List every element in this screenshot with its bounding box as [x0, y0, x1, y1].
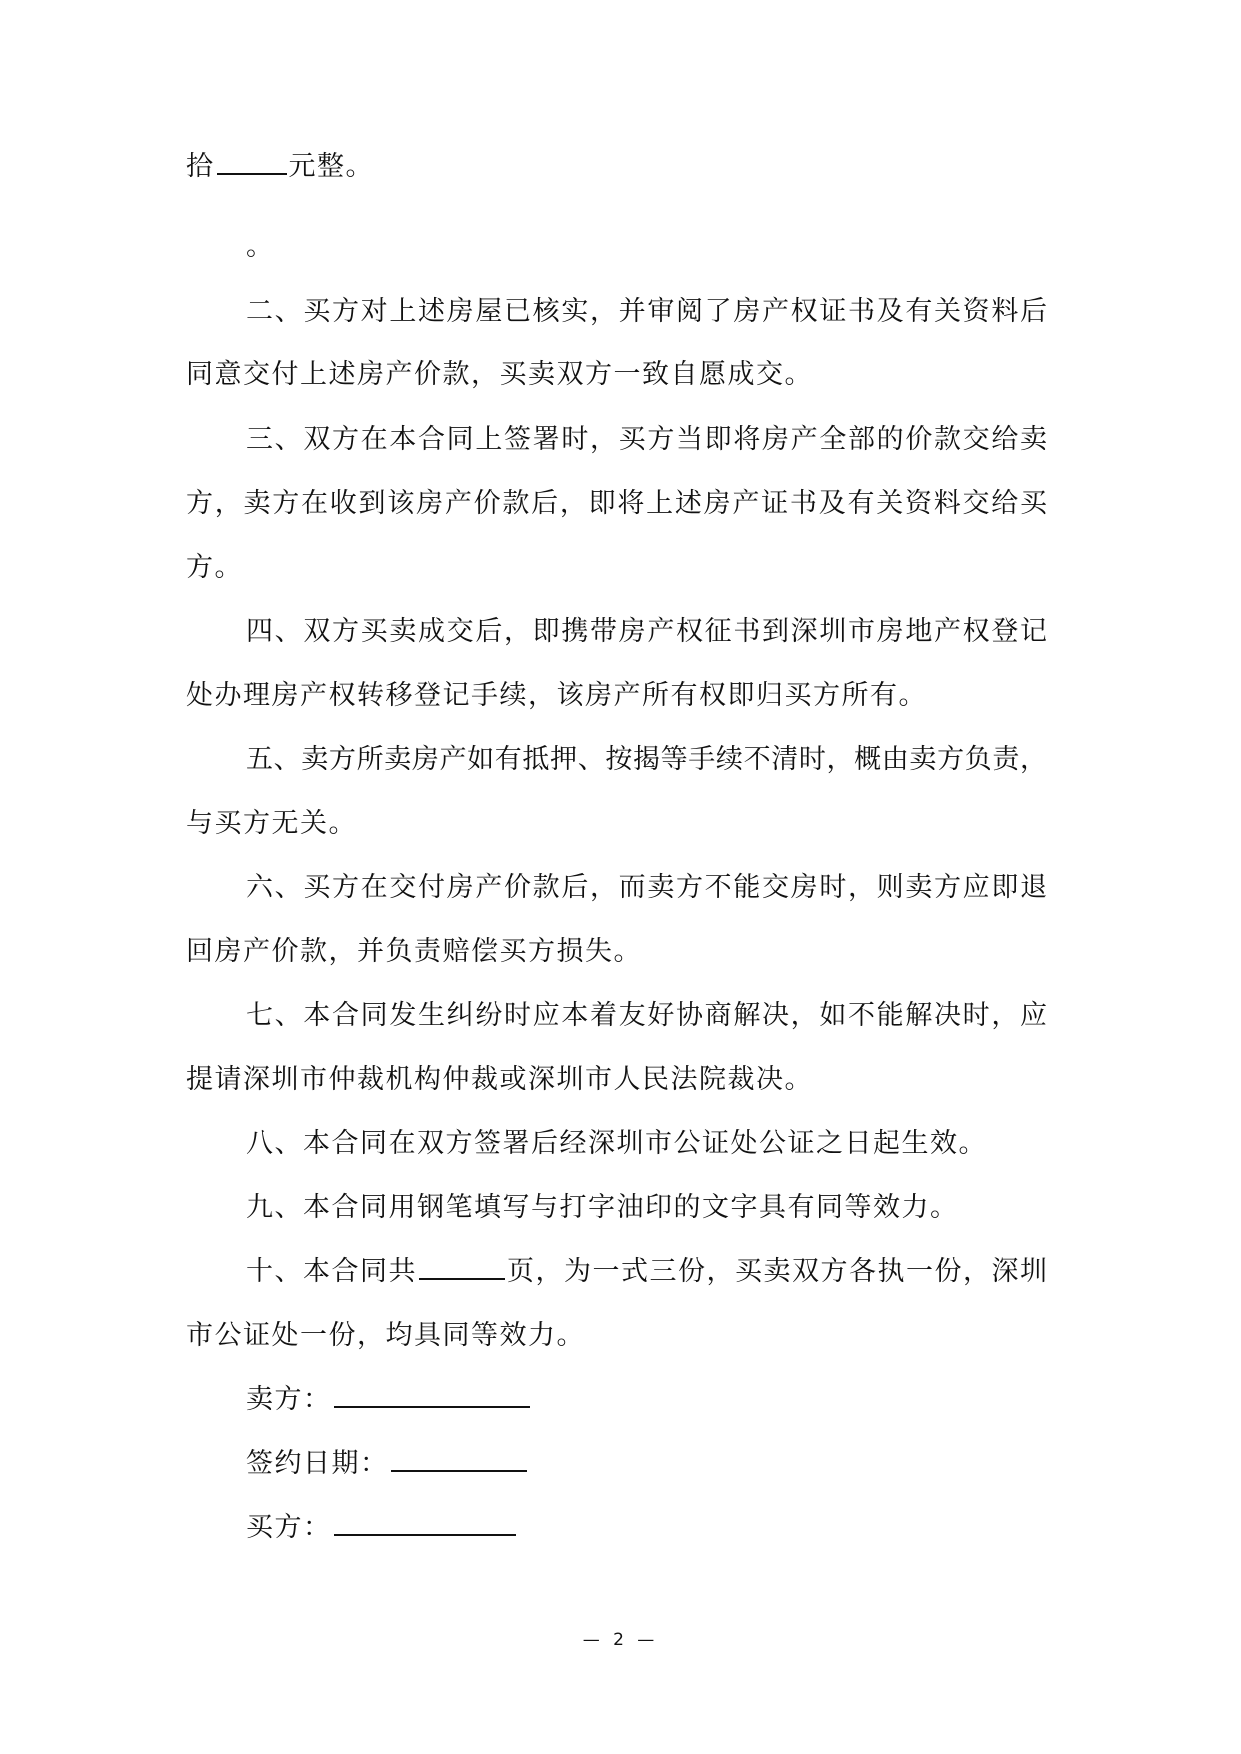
clause-5-line-1: 五、卖方所卖房产如有抵押、按揭等手续不清时，概由卖方负责， [246, 744, 1047, 775]
clause-7-line-2: 提请深圳市仲裁机构仲裁或深圳市人民法院裁决。 [186, 1064, 813, 1095]
buyer-signature-blank[interactable] [334, 1508, 516, 1536]
clause-3-line-2: 方，卖方在收到该房产价款后，即将上述房产证书及有关资料交给买 [186, 488, 1047, 519]
signing-date-label: 签约日期： [246, 1448, 389, 1479]
signing-date-blank[interactable] [391, 1444, 527, 1472]
text-line-1: 拾 元整。 [186, 147, 374, 187]
signing-date-line [246, 1444, 529, 1484]
amount-blank[interactable] [217, 147, 287, 175]
clause-4-line-1: 四、双方买卖成交后，即携带房产权征书到深圳市房地产权登记 [246, 616, 1047, 647]
seller-signature-blank[interactable] [334, 1380, 530, 1408]
text-line-2: 。 [246, 231, 275, 262]
clause-5-line-2: 与买方无关。 [186, 808, 357, 839]
clause-9: 九、本合同用钢笔填写与打字油印的文字具有同等效力。 [246, 1192, 959, 1223]
clause-7-line-1: 七、本合同发生纠纷时应本着友好协商解决，如不能解决时，应 [246, 1000, 1047, 1031]
page-count-blank[interactable] [419, 1252, 505, 1280]
clause-6-line-1: 六、买方在交付房产价款后，而卖方不能交房时，则卖方应即退 [246, 872, 1047, 903]
clause-2-line-2: 同意交付上述房产价款，买卖双方一致自愿成交。 [186, 359, 813, 390]
page-number: — 2 — [582, 1630, 659, 1650]
buyer-signature-line [246, 1508, 518, 1548]
clause-10-line-2: 市公证处一份，均具同等效力。 [186, 1320, 585, 1351]
clause-3-line-3: 方。 [186, 552, 243, 583]
clause-10-line-1: 十、本合同共 页，为一式三份，买卖双方各执一份，深圳 [246, 1252, 1049, 1292]
clause-6-line-2: 回房产价款，并负责赔偿买方损失。 [186, 936, 642, 967]
seller-signature-line [246, 1380, 532, 1420]
buyer-label: 买方： [246, 1512, 332, 1543]
clause-4-line-2: 处办理房产权转移登记手续，该房产所有权即归买方所有。 [186, 680, 927, 711]
clause-8: 八、本合同在双方签署后经深圳市公证处公证之日起生效。 [246, 1128, 987, 1159]
clause-3-line-1: 三、双方在本合同上签署时，买方当即将房产全部的价款交给卖 [246, 424, 1047, 455]
seller-label: 卖方： [246, 1384, 332, 1415]
clause-2-line-1: 二、买方对上述房屋已核实，并审阅了房产权证书及有关资料后 [246, 296, 1047, 327]
